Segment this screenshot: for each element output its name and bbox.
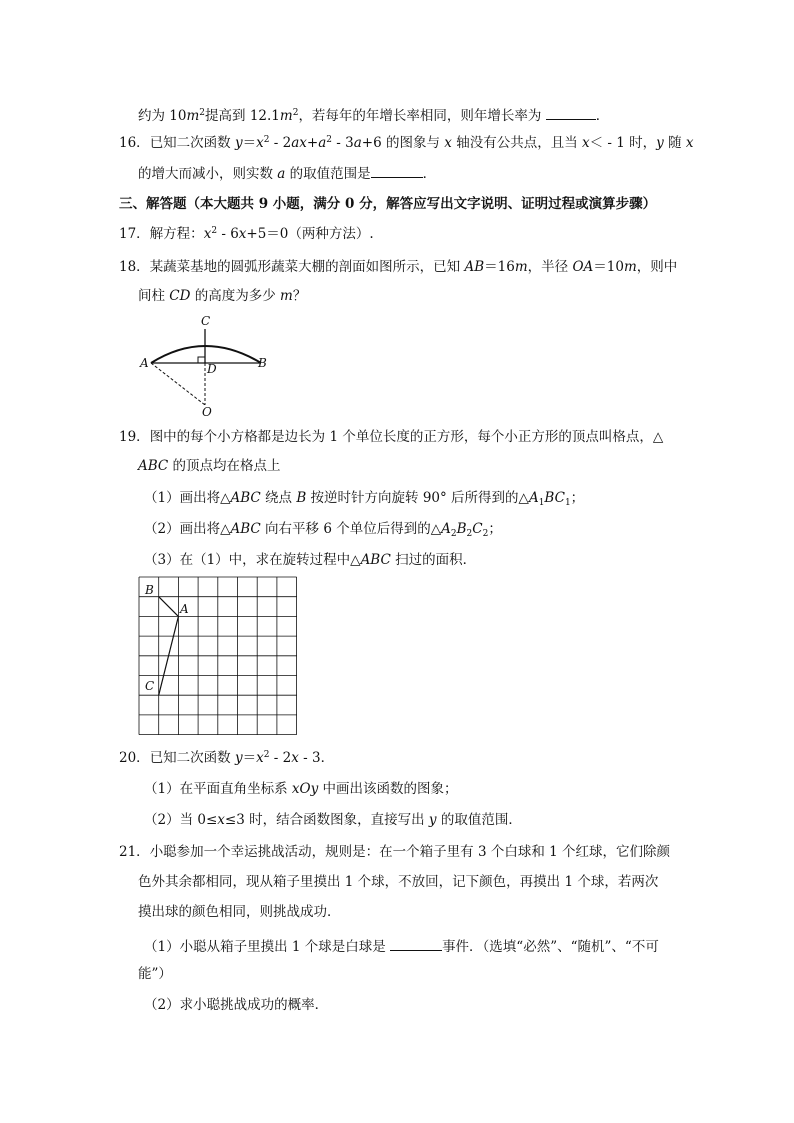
answer-blank[interactable] <box>390 936 442 951</box>
text: ． <box>422 166 437 182</box>
label-c: C <box>201 314 211 328</box>
question-number: 21． <box>119 844 150 860</box>
sup: 2 <box>211 226 218 236</box>
var: x <box>444 135 452 151</box>
var: y <box>428 812 437 828</box>
var: A <box>528 490 539 506</box>
var: m <box>514 259 528 275</box>
text: 按逆时针方向旋转 90° 后所得到的△ <box>306 490 529 506</box>
sup: 2 <box>292 108 299 118</box>
text: 间柱 <box>138 288 170 304</box>
text: 的顶点均在格点上 <box>168 458 281 474</box>
text: ，若每年的年增长率相同，则年增长率为 <box>298 108 542 124</box>
var: x <box>685 135 694 151</box>
question-number: 16． <box>119 135 150 151</box>
question-number: 17． <box>119 226 150 242</box>
text: ，则中 <box>636 259 678 275</box>
q20-part2 <box>144 811 522 829</box>
var: ABC <box>360 552 391 568</box>
text: 约为 10 <box>138 108 187 124</box>
q20-line <box>119 749 334 767</box>
q21-part2: （2）求小聪挑战成功的概率． <box>144 997 329 1013</box>
var: a <box>353 135 362 151</box>
text: 小聪参加一个幸运挑战活动，规则是：在一个箱子里有 3 个白球和 1 个红球，它们除颜 <box>149 844 671 860</box>
text: 已知二次函数 <box>149 135 235 151</box>
q21-part1 <box>144 936 659 956</box>
text: 绕点 <box>260 490 297 506</box>
var: AB <box>464 259 485 275</box>
q18-line2 <box>138 287 306 305</box>
label-b: B <box>258 356 267 370</box>
text: +6 的图象与 <box>361 135 445 151</box>
var: x <box>291 750 299 766</box>
var: BC <box>544 490 565 506</box>
text: - 2 <box>269 135 292 151</box>
var: ABC <box>230 490 261 506</box>
sup: 2 <box>326 135 332 145</box>
text: + <box>306 135 319 151</box>
var: CD <box>169 288 191 304</box>
text: （2）画出将△ <box>144 521 231 537</box>
var: x <box>256 750 264 766</box>
text: 某蔬菜基地的圆弧形蔬菜大棚的剖面如图所示，已知 <box>149 259 465 275</box>
var: x <box>203 226 212 242</box>
var: a <box>318 135 327 151</box>
q19-line1 <box>119 428 663 446</box>
q19-part3 <box>144 551 476 569</box>
text: 的增大而减小，则实数 <box>138 166 278 182</box>
section-heading: 三、解答题（本大题共 9 小题，满分 0 分，解答应写出文字说明、证明过程或演算步骤） <box>119 196 657 212</box>
text: ； <box>488 521 502 537</box>
var: OA <box>572 259 594 275</box>
sub: 1 <box>564 498 571 508</box>
q19-part1 <box>144 489 584 507</box>
var: y <box>234 750 243 766</box>
sup: 2 <box>263 135 270 145</box>
var: xOy <box>291 781 319 797</box>
var-m: m <box>186 108 200 124</box>
triangle-abc <box>159 597 179 696</box>
text: 解方程： <box>149 226 204 242</box>
label-o: O <box>202 405 212 419</box>
text: 中画出该函数的图象； <box>318 781 458 797</box>
sup: 2 <box>263 750 270 760</box>
var: x <box>238 226 247 242</box>
text: 的高度为多少 <box>190 288 281 304</box>
label-a: A <box>140 356 149 370</box>
var: ABC <box>138 458 169 474</box>
text: ≤3 时，结合函数图象，直接写出 <box>224 812 429 828</box>
q15-continuation-line <box>138 105 609 125</box>
q20-part1 <box>144 780 458 798</box>
var: B <box>296 490 307 506</box>
question-number: 20． <box>119 750 150 766</box>
arc-figure <box>135 312 275 422</box>
text: 图中的每个小方格都是边长为 1 个单位长度的正方形，每个小正方形的顶点叫格点，△ <box>149 429 664 445</box>
label-d: D <box>207 362 217 376</box>
text: （1）小聪从箱子里摸出 1 个球是白球是 <box>144 939 391 955</box>
q16-line1 <box>119 134 694 152</box>
var: x <box>582 135 590 151</box>
sub: 2 <box>482 529 489 539</box>
var: a <box>277 166 286 182</box>
arc <box>151 346 261 363</box>
text: - 2 <box>269 750 292 766</box>
text: ，半径 <box>527 259 573 275</box>
text: - 6 <box>217 226 239 242</box>
text: ＜ - 1 时， <box>589 135 657 151</box>
text: ？ <box>292 288 307 304</box>
radius-oa <box>151 363 205 405</box>
text: 扫过的面积． <box>390 552 477 568</box>
right-angle-mark <box>198 357 205 363</box>
text: ． <box>595 108 610 124</box>
var: x <box>217 812 225 828</box>
question-number: 18． <box>119 259 150 275</box>
label-b: B <box>145 583 154 597</box>
q21-line3: 摸出球的颜色相同，则挑战成功． <box>138 904 341 920</box>
text: - 3 <box>332 135 354 151</box>
q19-part2 <box>144 520 502 538</box>
sub: 1 <box>538 498 545 508</box>
var: C <box>472 521 483 537</box>
label-c: C <box>145 679 155 693</box>
var: m <box>623 259 637 275</box>
text: 的取值范围是 <box>285 166 371 182</box>
var: y <box>656 135 664 151</box>
answer-blank[interactable] <box>371 163 423 178</box>
sup: 2 <box>199 108 206 118</box>
var: A <box>441 521 451 537</box>
text: （1）画出将△ <box>144 490 231 506</box>
text: 提高到 12.1 <box>205 108 280 124</box>
label-a: A <box>180 602 189 616</box>
text: （2）当 0≤ <box>144 812 218 828</box>
var: y <box>234 135 243 151</box>
text: ＝16 <box>484 259 515 275</box>
grid-figure <box>139 577 299 737</box>
q16-line2 <box>138 163 436 183</box>
text: 的取值范围． <box>436 812 522 828</box>
answer-blank[interactable] <box>546 105 596 120</box>
q18-line1 <box>119 258 677 276</box>
text: （1）在平面直角坐标系 <box>144 781 292 797</box>
var: B <box>456 521 467 537</box>
text: +5＝0（两种方法）. <box>246 226 374 242</box>
text: 事件．（选填“必然”、“随机”、“不可 <box>442 939 659 955</box>
text: ； <box>570 490 585 506</box>
q21-line1 <box>119 843 670 861</box>
text: 轴没有公共点，且当 <box>451 135 582 151</box>
sub: 2 <box>466 529 473 539</box>
question-number: 19． <box>119 429 150 445</box>
text: （3）在（1）中，求在旋转过程中△ <box>144 552 361 568</box>
text: 向右平移 6 个单位后得到的△ <box>260 521 442 537</box>
var-m: m <box>279 108 293 124</box>
text: ＝ <box>242 135 257 151</box>
q21-part1-cont: 能”） <box>138 966 172 982</box>
q21-line2: 色外其余都相同，现从箱子里摸出 1 个球，不放回，记下颜色，再摸出 1 个球，若两次 <box>138 874 659 890</box>
text: 随 <box>663 135 686 151</box>
text: 已知二次函数 <box>149 750 235 766</box>
var: x <box>256 135 264 151</box>
text: - 3． <box>298 750 335 766</box>
sub: 2 <box>450 529 457 539</box>
q19-line2 <box>138 457 281 475</box>
text: ＝ <box>242 750 257 766</box>
var: m <box>280 288 293 304</box>
var: ABC <box>230 521 261 537</box>
var: ax <box>291 135 307 151</box>
q17-line <box>119 225 374 243</box>
text: ＝10 <box>593 259 624 275</box>
